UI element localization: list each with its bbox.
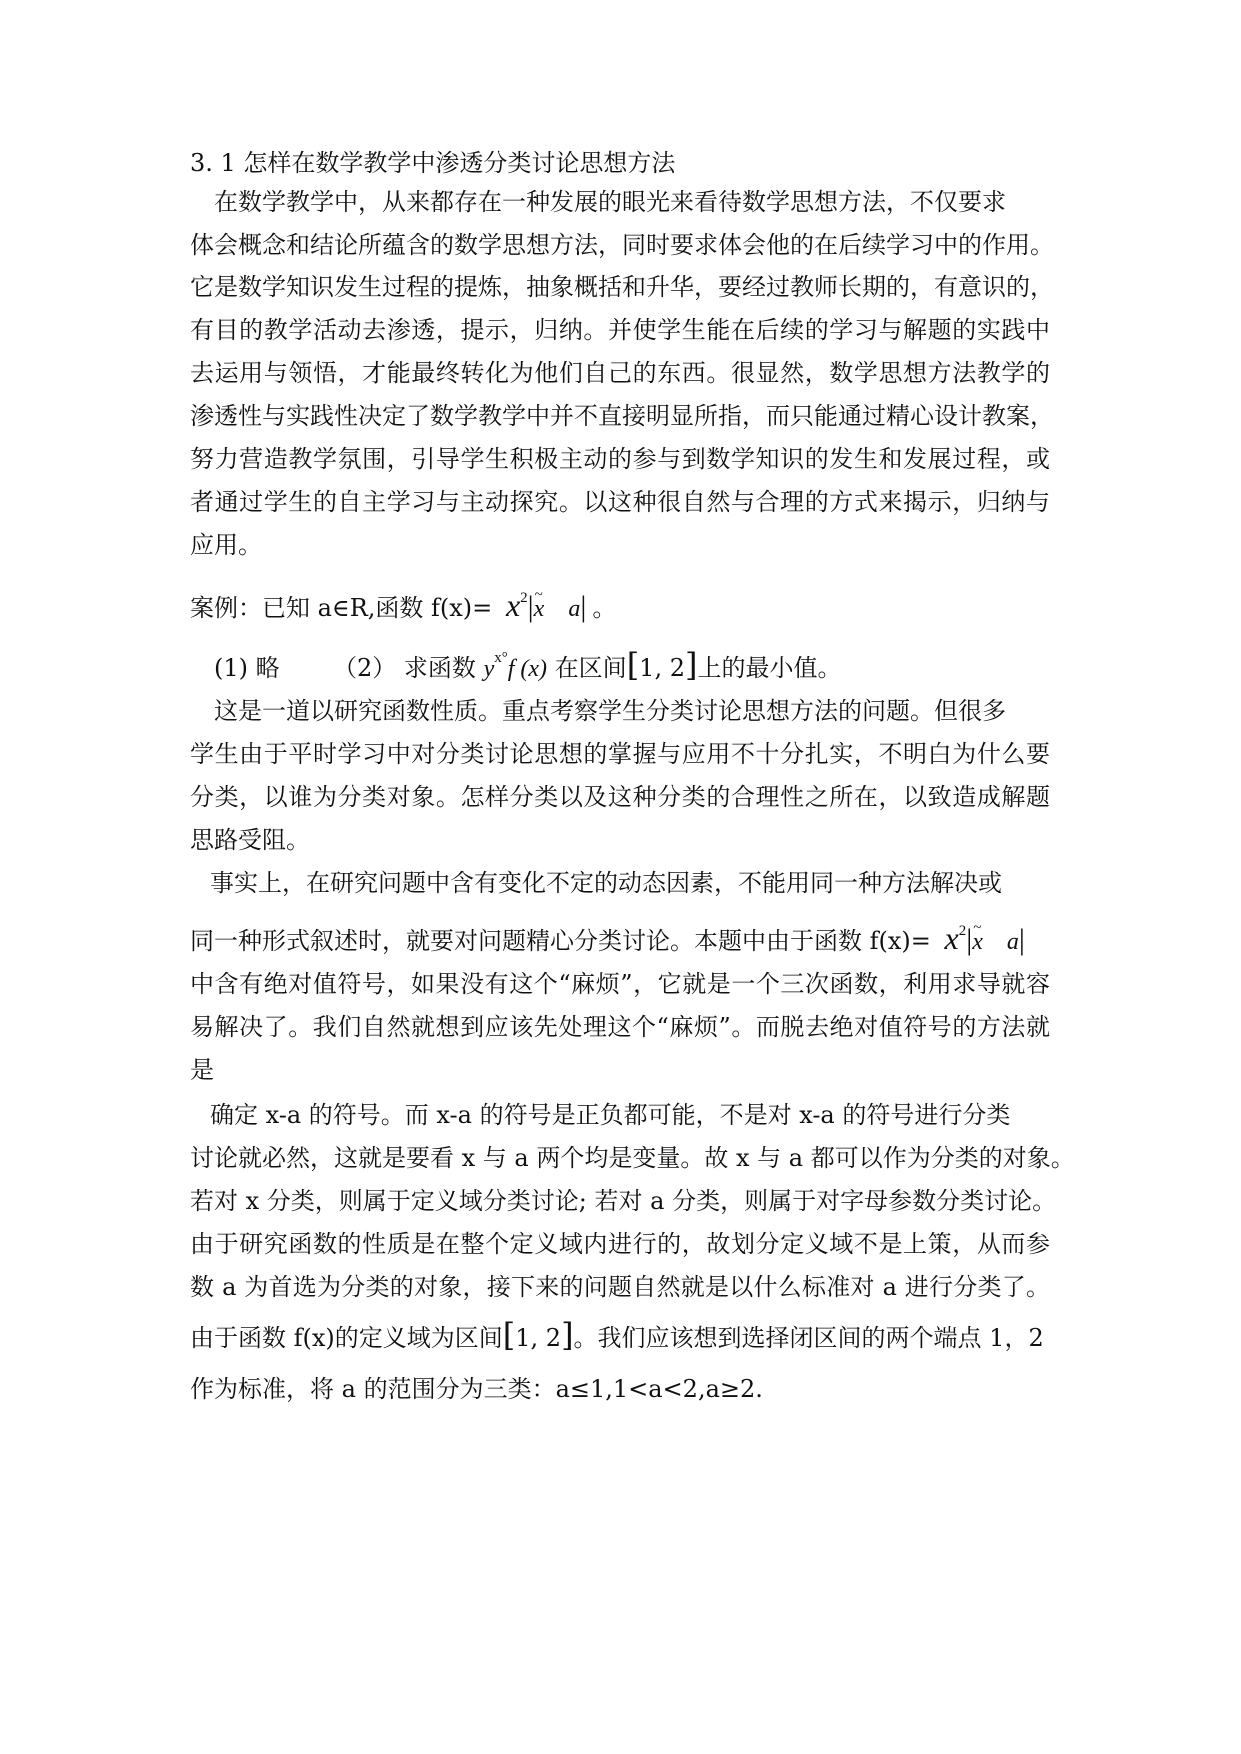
paragraph-line-formula bbox=[190, 914, 1025, 959]
paragraph-text: 由于函数 f(x)的定义域为区间 bbox=[190, 1324, 503, 1352]
math-fx: f (x) bbox=[507, 656, 548, 682]
paragraph-line: 者通过学生的自主学习与主动探究。以这种很自然与合理的方式来揭示，归纳与 bbox=[190, 488, 1050, 516]
paragraph-line: 数 a 为首选为分类的对象，接下来的问题自然就是以什么标准对 a 进行分类了。 bbox=[190, 1273, 1050, 1301]
abs-bar-right: | bbox=[1018, 923, 1025, 956]
math-exponent: 2 bbox=[958, 923, 967, 939]
paragraph-line: 应用。 bbox=[190, 531, 262, 559]
math-var-y: y bbox=[483, 656, 495, 682]
interval-left-bracket: [ bbox=[626, 646, 640, 684]
math-var-x-tilde: ~ x bbox=[972, 925, 983, 959]
interval-right-bracket: ] bbox=[684, 646, 698, 684]
abs-bar-left: | bbox=[527, 590, 534, 623]
paragraph-line: 由于研究函数的性质是在整个定义域内进行的，故划分定义域不是上策，从而参 bbox=[190, 1230, 1050, 1258]
function-formula-inline bbox=[939, 920, 1025, 956]
paragraph-line: 作为标准，将 a 的范围分为三类：a≤1,1<a<2,a≥2. bbox=[190, 1375, 763, 1403]
interval-suffix: 上的最小值。 bbox=[697, 654, 842, 682]
case-text: 案例：已知 a∈R,函数 f(x)= bbox=[190, 594, 493, 622]
math-exponent: 2 bbox=[520, 590, 528, 606]
paragraph-line-interval bbox=[190, 1318, 1044, 1355]
question-part-1: (1) 略 bbox=[214, 654, 280, 682]
question-part-2: （2） 求函数 bbox=[333, 654, 476, 682]
paragraph-line: 分类，以谁为分类对象。怎样分类以及这种分类的合理性之所在，以致造成解题 bbox=[190, 783, 1050, 811]
paragraph-line: 思路受阻。 bbox=[190, 826, 310, 854]
case-period: 。 bbox=[592, 594, 617, 622]
interval-right-bracket: ] bbox=[561, 1316, 574, 1354]
case-statement bbox=[190, 581, 616, 626]
interval-prefix: 在区间 bbox=[554, 654, 627, 682]
paragraph-line: 它是数学知识发生过程的提炼，抽象概括和升华，要经过教师长期的，有意识的， bbox=[190, 273, 1054, 301]
function-formula bbox=[500, 587, 592, 623]
paragraph-line: 这是一道以研究函数性质。重点考察学生分类讨论思想方法的问题。但很多 bbox=[214, 697, 1006, 725]
paragraph-line: 渗透性与实践性决定了数学教学中并不直接明显所指，而只能通过精心设计教案， bbox=[190, 402, 1054, 430]
interval-value: 1, 2 bbox=[515, 1324, 562, 1352]
math-var-x: x bbox=[505, 587, 521, 623]
abs-bar-left: | bbox=[966, 923, 973, 956]
paragraph-line: 去运用与领悟，才能最终转化为他们自己的东西。很显然，数学思想方法教学的 bbox=[190, 359, 1050, 387]
paragraph-line: 中含有绝对值符号，如果没有这个“麻烦”，它就是一个三次函数，利用求导就容 bbox=[190, 970, 1050, 998]
paragraph-line: 努力营造教学氛围，引导学生积极主动的参与到数学知识的发生和发展过程，或 bbox=[190, 445, 1050, 473]
abs-bar-right: | bbox=[580, 590, 587, 623]
math-var-a: a bbox=[568, 596, 581, 622]
paragraph-line: 在数学教学中，从来都存在一种发展的眼光来看待数学思想方法，不仅要求 bbox=[214, 188, 1006, 216]
paragraph-line: 体会概念和结论所蕴含的数学思想方法，同时要求体会他的在后续学习中的作用。 bbox=[190, 231, 1054, 259]
math-var-x: x bbox=[944, 920, 959, 956]
interval-left-bracket: [ bbox=[502, 1316, 516, 1354]
section-heading: 3. 1 怎样在数学教学中渗透分类讨论思想方法 bbox=[190, 149, 676, 177]
paragraph-line: 易解决了。我们自然就想到应该先处理这个“麻烦”。而脱去绝对值符号的方法就 bbox=[190, 1013, 1050, 1041]
paragraph-text: 。我们应该想到选择闭区间的两个端点 1，2 bbox=[573, 1324, 1044, 1352]
interval-value: 1, 2 bbox=[639, 654, 685, 682]
math-var-a: a bbox=[1006, 929, 1019, 955]
paragraph-text: 同一种形式叙述时，就要对问题精心分类讨论。本题中由于函数 f(x)= bbox=[190, 927, 931, 955]
question-line bbox=[214, 641, 841, 686]
paragraph-line: 有目的教学活动去渗透，提示，归纳。并使学生能在后续的学习与解题的实践中 bbox=[190, 316, 1050, 344]
paragraph-line: 确定 x-a 的符号。而 x-a 的符号是正负都可能，不是对 x-a 的符号进行分类 bbox=[210, 1101, 1011, 1129]
paragraph-line: 事实上，在研究问题中含有变化不定的动态因素，不能用同一种方法解决或 bbox=[210, 869, 1002, 897]
paragraph-line: 学生由于平时学习中对分类讨论思想的掌握与应用不十分扎实，不明白为什么要 bbox=[190, 740, 1050, 768]
paragraph-line: 若对 x 分类，则属于定义域分类讨论; 若对 a 分类，则属于对字母参数分类讨论。 bbox=[190, 1187, 1057, 1215]
paragraph-line: 讨论就必然，这就是要看 x 与 a 两个均是变量。故 x 与 a 都可以作为分类的对象。 bbox=[190, 1144, 1075, 1172]
math-garbled-symbol: x° bbox=[494, 650, 508, 666]
paragraph-line: 是 bbox=[190, 1056, 214, 1084]
math-var-x-tilde: ~ x bbox=[534, 592, 545, 626]
question-formula bbox=[483, 650, 548, 682]
